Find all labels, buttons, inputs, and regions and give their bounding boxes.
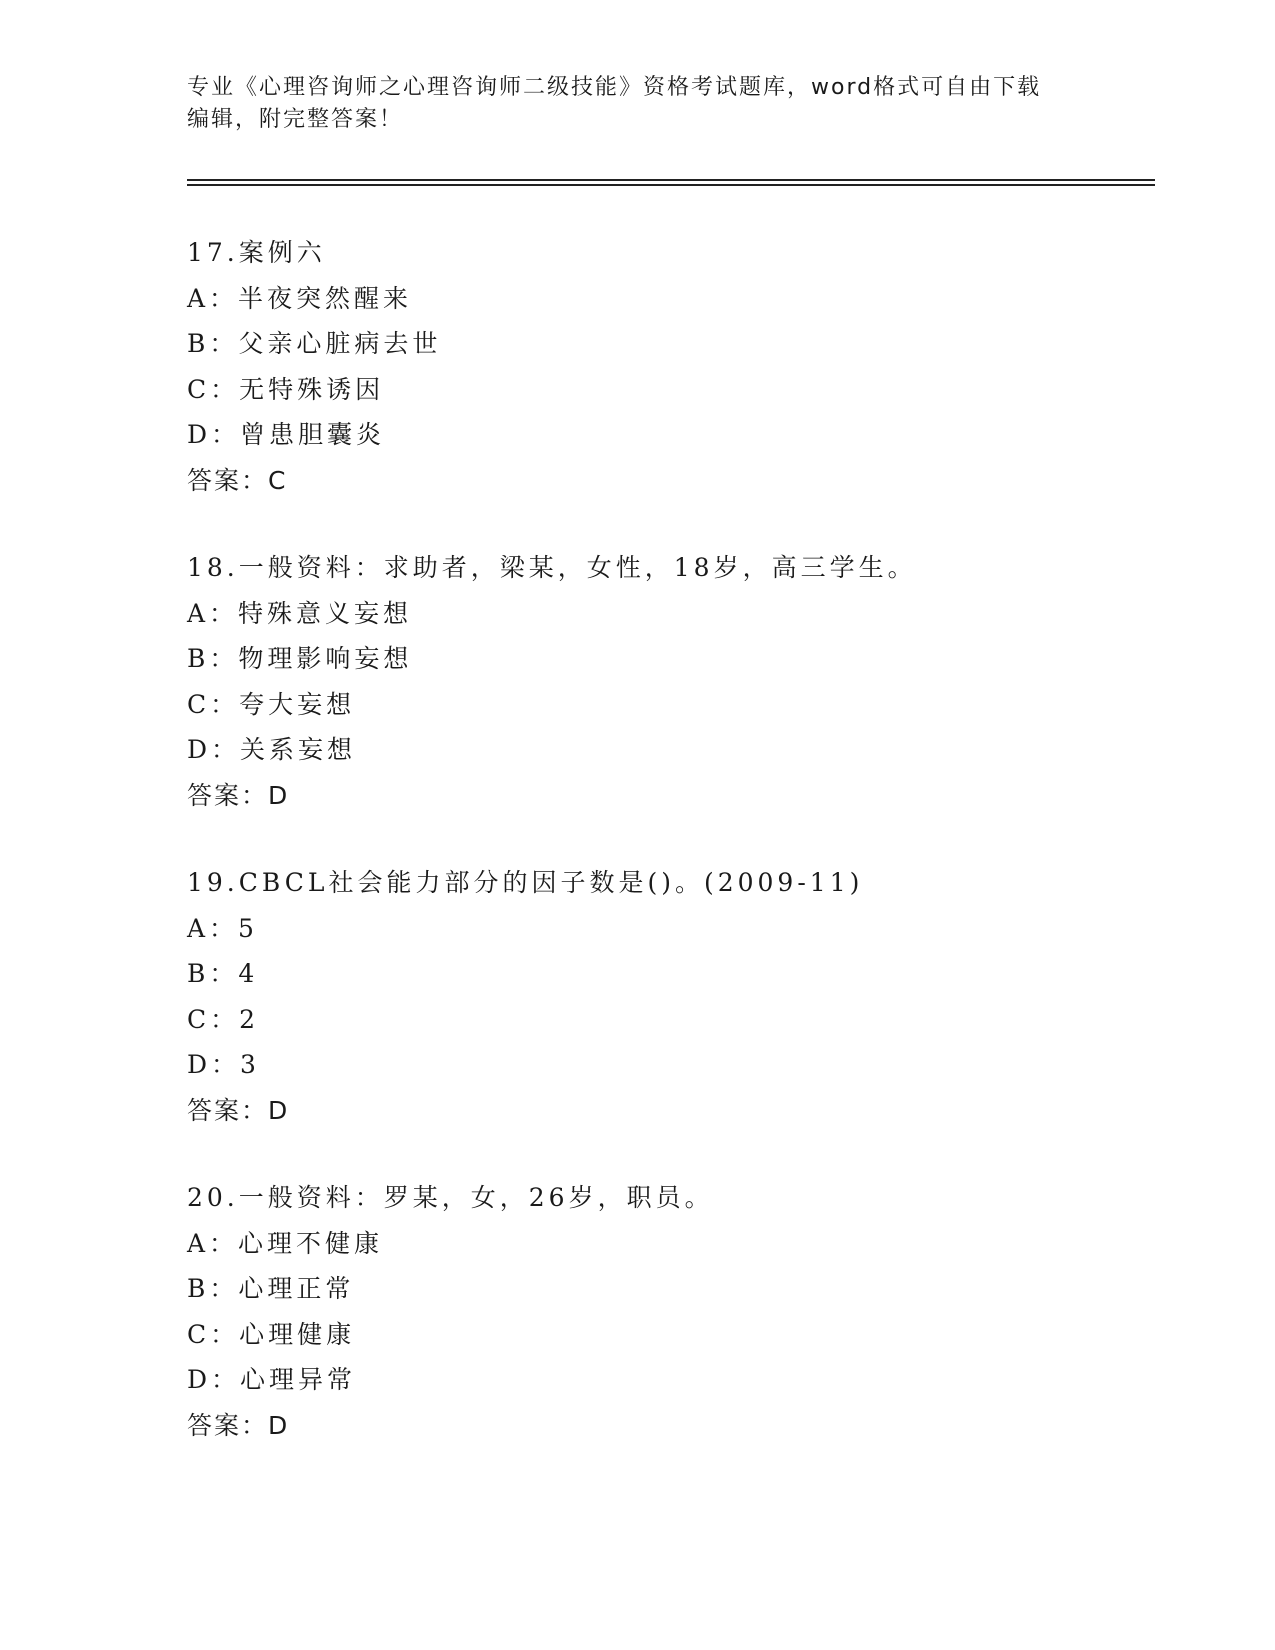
question-title: 19.CBCL社会能力部分的因子数是()。(2009-11) (187, 868, 864, 897)
question-19 (187, 860, 1147, 1133)
option-c: C：心理健康 (187, 1319, 356, 1349)
option-b: B：物理影响妄想 (187, 644, 413, 673)
header-rule-top (187, 179, 1155, 181)
question-title: 20.一般资料：罗某，女，26岁，职员。 (187, 1183, 714, 1212)
question-18 (187, 545, 1147, 818)
header-line-2: 编辑，附完整答案！ (187, 107, 404, 132)
answer-text: 答案：D (187, 1095, 290, 1125)
option-c: C：无特殊诱因 (187, 374, 385, 404)
option-c: C：2 (187, 1004, 260, 1034)
option-d: D：曾患胆囊炎 (187, 420, 386, 449)
option-a: A：心理不健康 (187, 1228, 384, 1258)
answer-text: 答案：C (187, 465, 288, 495)
answer-text: 答案：D (187, 780, 290, 810)
document-header (187, 72, 1067, 136)
option-d: D：心理异常 (187, 1365, 357, 1394)
answer-text: 答案：D (187, 1410, 290, 1440)
option-b: B：父亲心脏病去世 (187, 329, 442, 358)
question-20 (187, 1175, 1147, 1448)
option-d: D：3 (187, 1050, 260, 1079)
option-c: C：夸大妄想 (187, 689, 356, 719)
header-line-1: 专业《心理咨询师之心理咨询师二级技能》资格考试题库，word格式可自由下载 (187, 75, 1042, 100)
option-d: D：关系妄想 (187, 735, 357, 764)
question-17 (187, 230, 1147, 503)
option-a: A：半夜突然醒来 (187, 283, 413, 313)
option-a: A：特殊意义妄想 (187, 598, 413, 628)
option-b: B：心理正常 (187, 1274, 355, 1303)
header-rule-bottom (187, 184, 1155, 186)
option-a: A：5 (187, 913, 258, 943)
question-title: 17.案例六 (187, 238, 326, 267)
option-b: B：4 (187, 959, 259, 988)
question-title: 18.一般资料：求助者，梁某，女性，18岁，高三学生。 (187, 553, 917, 582)
